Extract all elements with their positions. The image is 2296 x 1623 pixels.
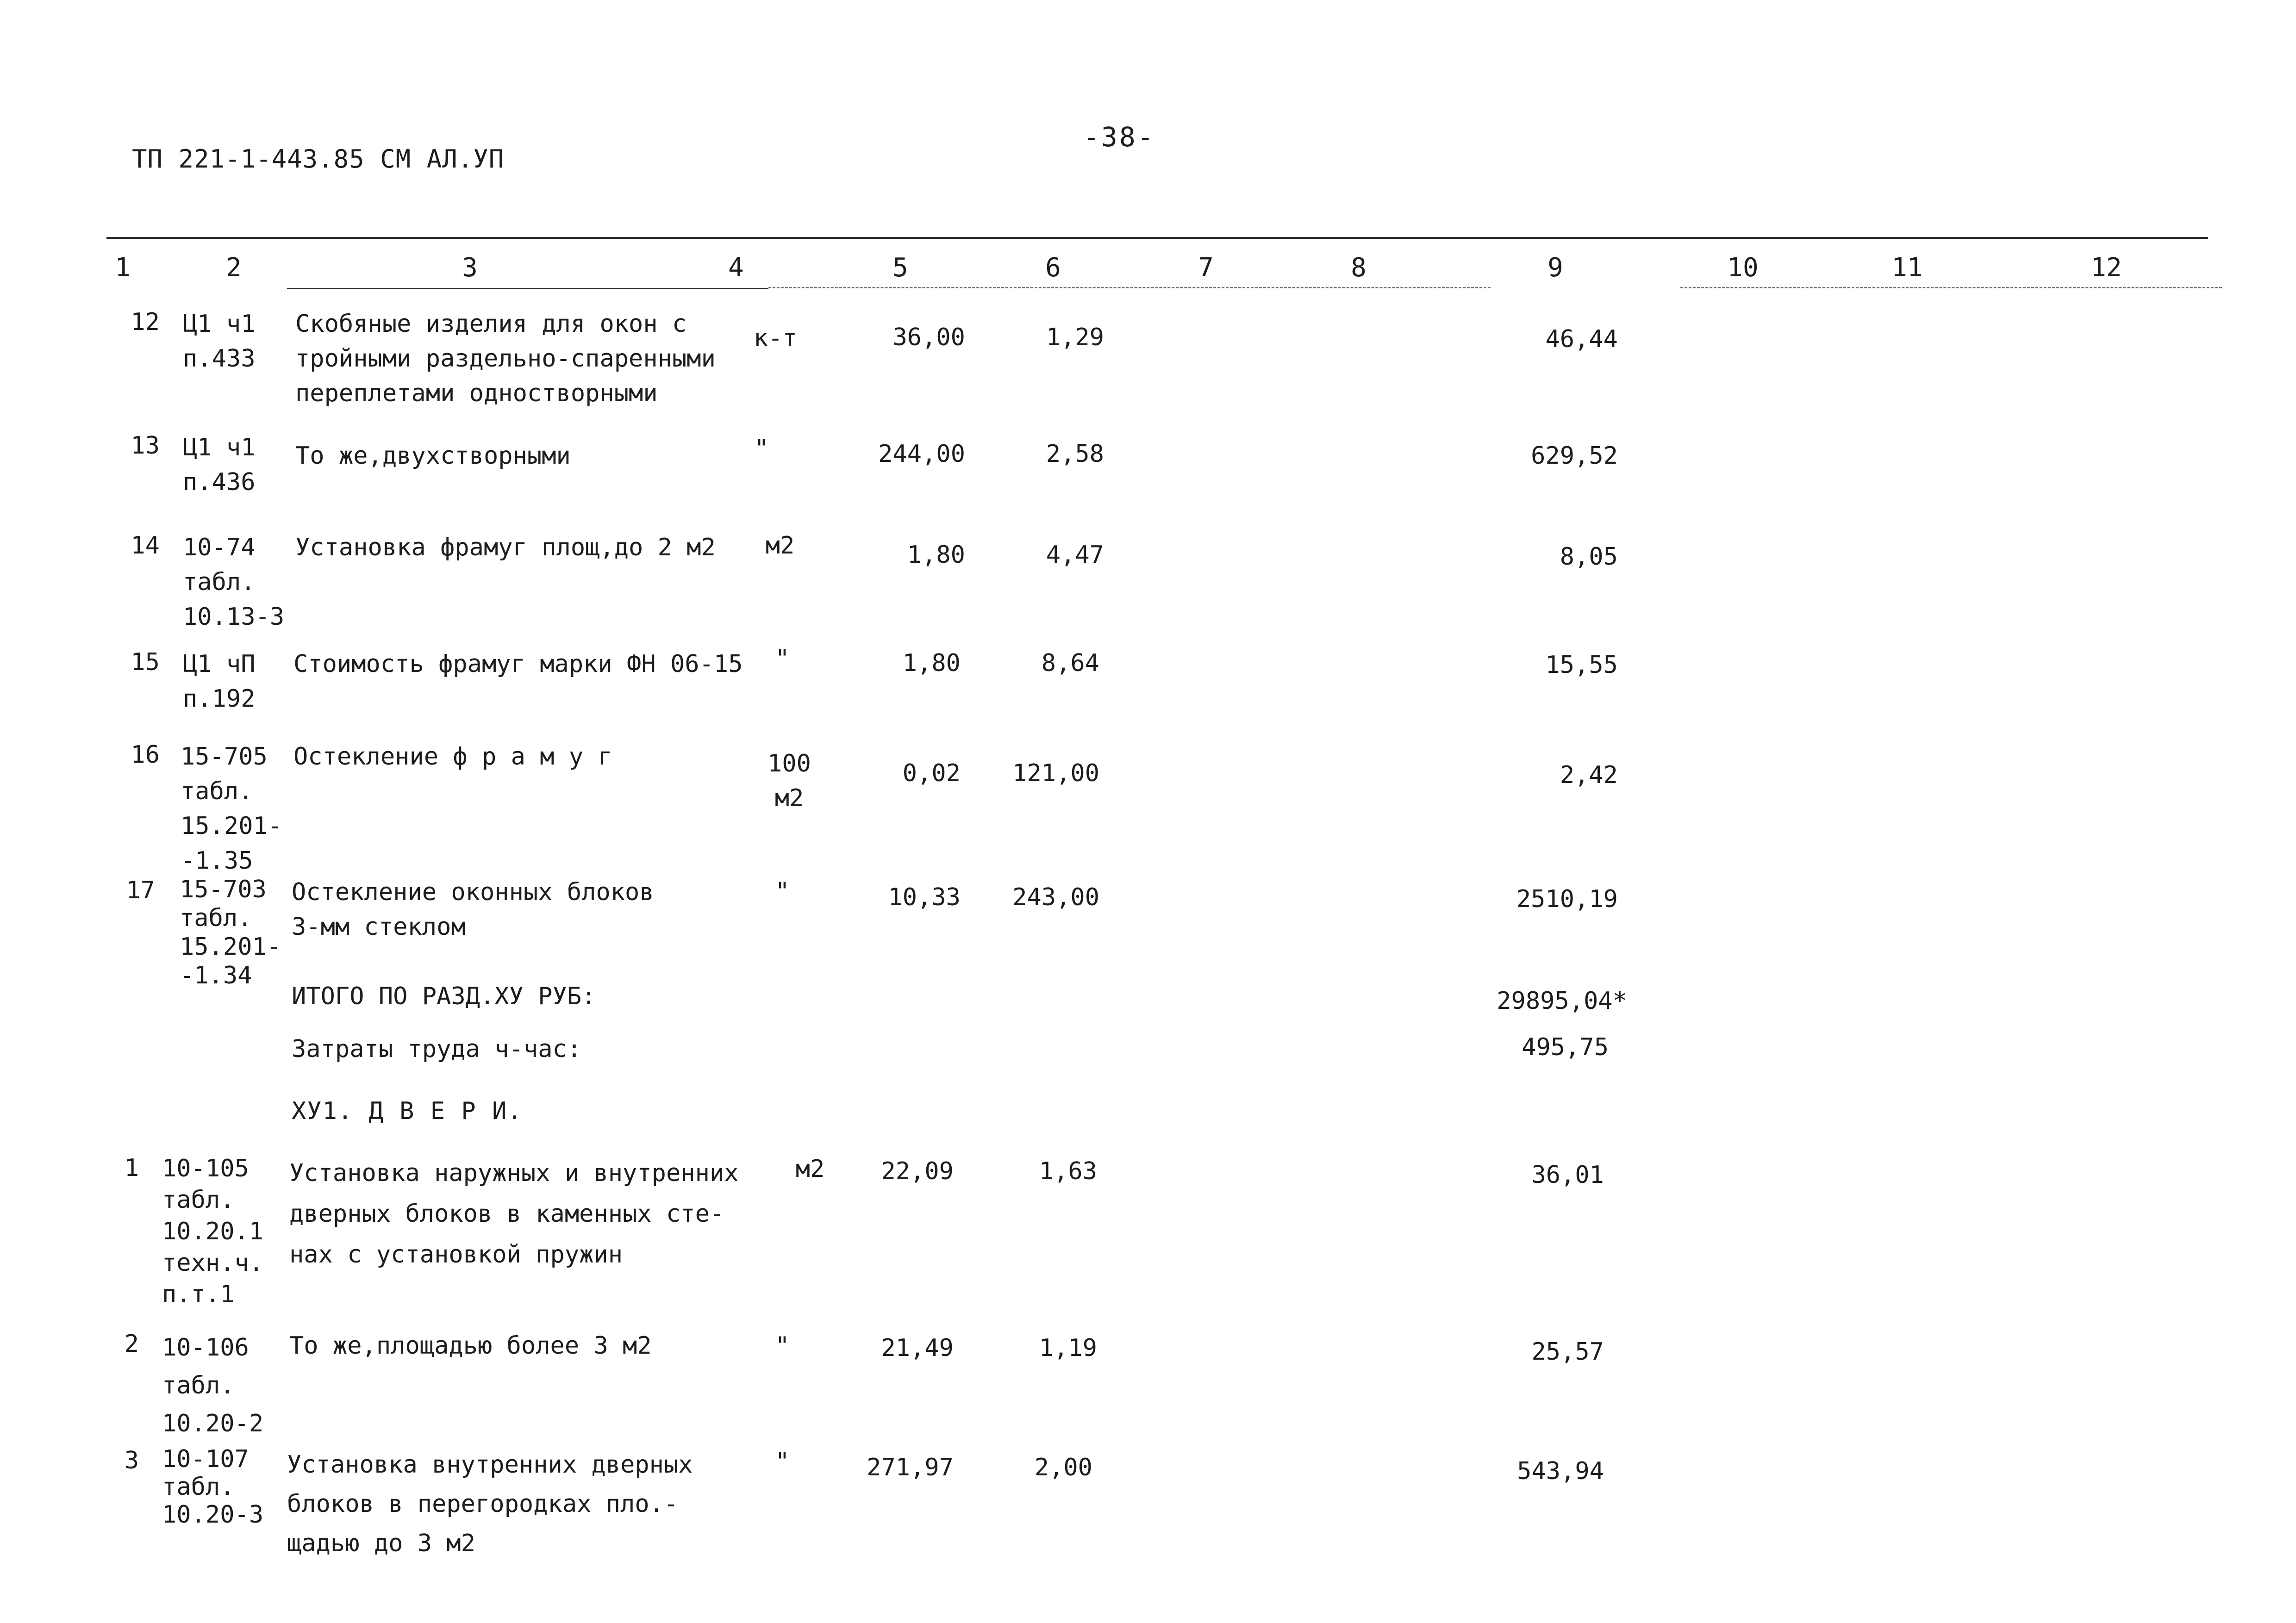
work-description: То же,двухстворными bbox=[295, 442, 571, 470]
quantity: 1,80 bbox=[902, 649, 961, 677]
quantity: 271,97 bbox=[867, 1454, 954, 1481]
unit: " bbox=[775, 1448, 790, 1475]
column-number-5: 5 bbox=[892, 253, 908, 283]
section-total-value: 29895,04* bbox=[1497, 987, 1627, 1015]
row-number: 17 bbox=[126, 877, 155, 904]
quantity: 36,00 bbox=[892, 323, 965, 351]
total-cost: 2,42 bbox=[1560, 761, 1618, 789]
pricing-code: 10-105 табл. 10.20.1 техн.ч. п.т.1 bbox=[162, 1155, 264, 1308]
work-description: Установка внутренних дверных блоков в перегородках пло.- щадью до 3 м2 bbox=[287, 1451, 693, 1557]
unit-price: 4,47 bbox=[1046, 541, 1104, 569]
total-cost: 543,94 bbox=[1517, 1457, 1604, 1485]
labor-cost-label: Затраты труда ч-час: bbox=[292, 1035, 582, 1063]
header-bottom-rule-left bbox=[287, 288, 768, 289]
section-total-label: ИТОГО ПО РАЗД.ХУ РУБ: bbox=[292, 983, 596, 1010]
unit: " bbox=[775, 877, 790, 905]
unit: " bbox=[754, 435, 769, 462]
unit-price: 2,58 bbox=[1046, 440, 1104, 468]
total-cost: 629,52 bbox=[1531, 442, 1618, 470]
work-description: Установка наружных и внутренних дверных блоков в каменных сте- нах с установкой пружин bbox=[289, 1159, 739, 1269]
work-description: Установка фрамуг площ,до 2 м2 bbox=[295, 534, 716, 561]
column-number-7: 7 bbox=[1198, 253, 1214, 283]
pricing-code: Ц1 ч1 п.433 bbox=[183, 310, 256, 373]
unit: " bbox=[775, 1332, 790, 1360]
row-number: 2 bbox=[124, 1330, 139, 1358]
pricing-code: 10-106 табл. 10.20-2 bbox=[162, 1334, 264, 1437]
row-number: 14 bbox=[131, 532, 160, 560]
row-number: 13 bbox=[131, 432, 160, 460]
column-number-2: 2 bbox=[226, 253, 242, 283]
unit-price: 1,29 bbox=[1046, 323, 1104, 351]
work-description: Скобяные изделия для окон с тройными раздельно-спаренными переплетами одностворными bbox=[295, 310, 716, 407]
unit-price: 1,63 bbox=[1039, 1157, 1097, 1185]
column-number-9: 9 bbox=[1547, 253, 1563, 283]
row-number: 1 bbox=[124, 1154, 139, 1182]
unit: " bbox=[775, 645, 790, 672]
column-number-10: 10 bbox=[1727, 253, 1759, 283]
pricing-code: 10-74 табл. 10.13-3 bbox=[183, 534, 285, 631]
work-description: То же,площадью более 3 м2 bbox=[289, 1332, 652, 1360]
unit-price: 243,00 bbox=[1012, 883, 1099, 911]
row-number: 12 bbox=[131, 308, 160, 336]
labor-cost-value: 495,75 bbox=[1522, 1033, 1609, 1061]
work-description: Остекление ф р а м у г bbox=[293, 743, 612, 771]
quantity: 0,02 bbox=[902, 759, 961, 787]
section-heading: ХУ1. Д В Е Р И. bbox=[292, 1097, 523, 1125]
column-number-11: 11 bbox=[1891, 253, 1923, 283]
table-top-rule bbox=[106, 237, 2208, 239]
unit: м2 bbox=[795, 1155, 825, 1183]
row-number: 15 bbox=[131, 648, 160, 676]
header-bottom-rule-mid bbox=[768, 287, 1491, 288]
pricing-code: 10-107 табл. 10.20-3 bbox=[162, 1445, 264, 1529]
row-number: 16 bbox=[131, 741, 160, 769]
total-cost: 8,05 bbox=[1560, 543, 1618, 571]
total-cost: 36,01 bbox=[1531, 1161, 1604, 1189]
column-number-1: 1 bbox=[115, 253, 131, 283]
unit: к-т bbox=[754, 324, 797, 352]
column-number-4: 4 bbox=[728, 253, 744, 283]
work-description: Стоимость фрамуг марки ФН 06-15 bbox=[293, 650, 743, 678]
row-number: 3 bbox=[124, 1447, 139, 1474]
column-number-3: 3 bbox=[462, 253, 478, 283]
column-number-8: 8 bbox=[1351, 253, 1366, 283]
header-bottom-rule-right bbox=[1680, 287, 2222, 288]
unit-price: 2,00 bbox=[1034, 1454, 1092, 1481]
column-number-12: 12 bbox=[2090, 253, 2122, 283]
quantity: 10,33 bbox=[888, 883, 961, 911]
total-cost: 25,57 bbox=[1531, 1338, 1604, 1366]
unit: 100 м2 bbox=[767, 750, 811, 812]
page-number: -38- bbox=[1083, 121, 1155, 153]
column-number-6: 6 bbox=[1045, 253, 1061, 283]
document-code: ТП 221-1-443.85 СМ АЛ.УП bbox=[132, 144, 505, 174]
work-description: Остекление оконных блоков 3-мм стеклом bbox=[292, 878, 654, 941]
total-cost: 46,44 bbox=[1545, 325, 1618, 353]
pricing-code: 15-705 табл. 15.201- -1.35 bbox=[181, 743, 282, 875]
unit: м2 bbox=[765, 532, 795, 560]
quantity: 21,49 bbox=[881, 1334, 954, 1362]
pricing-code: Ц1 чП п.192 bbox=[183, 650, 256, 713]
unit-price: 8,64 bbox=[1041, 649, 1099, 677]
quantity: 244,00 bbox=[878, 440, 965, 468]
total-cost: 15,55 bbox=[1545, 651, 1618, 679]
total-cost: 2510,19 bbox=[1516, 885, 1618, 913]
unit-price: 1,19 bbox=[1039, 1334, 1097, 1362]
pricing-code: 15-703 табл. 15.201- -1.34 bbox=[180, 876, 281, 989]
quantity: 1,80 bbox=[907, 541, 965, 569]
unit-price: 121,00 bbox=[1012, 759, 1099, 787]
pricing-code: Ц1 ч1 п.436 bbox=[183, 434, 256, 496]
quantity: 22,09 bbox=[881, 1157, 954, 1185]
